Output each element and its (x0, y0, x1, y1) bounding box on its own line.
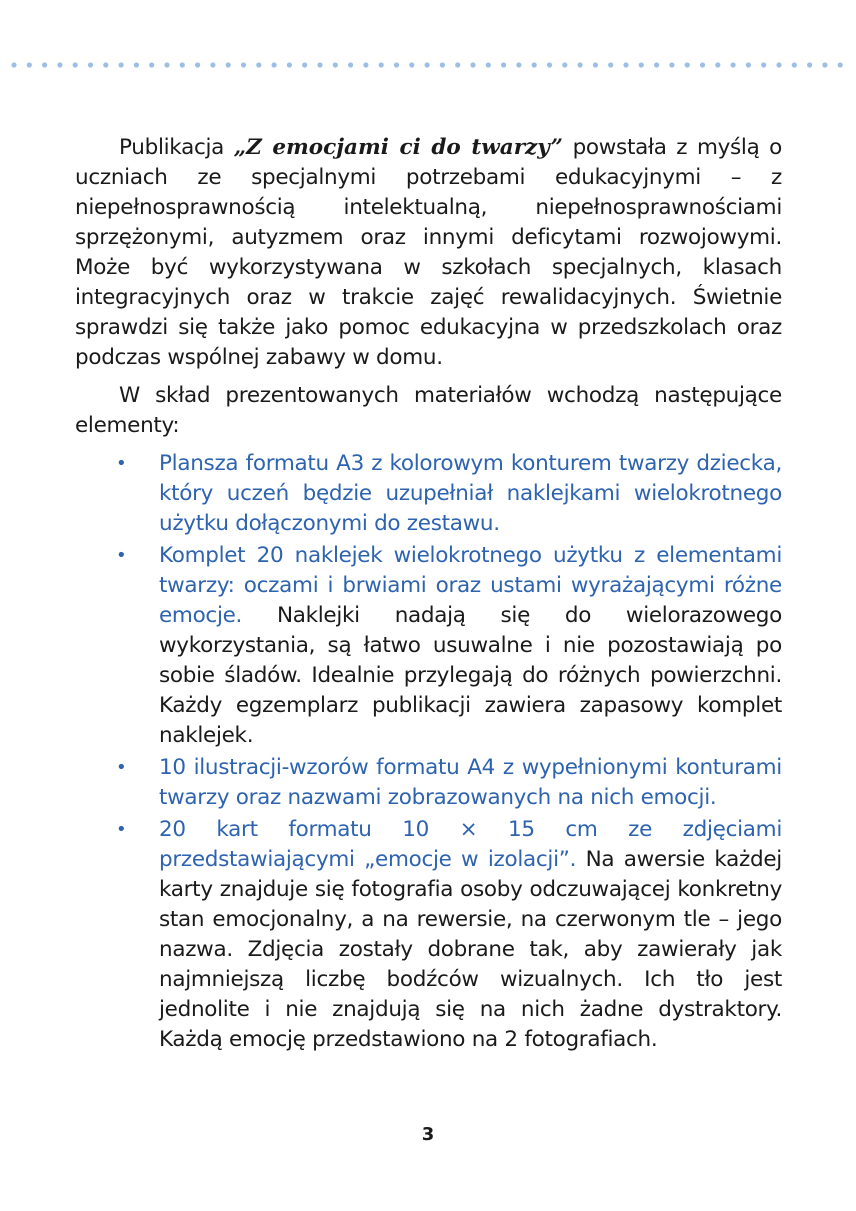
border-dot (746, 62, 751, 67)
border-dot (256, 62, 261, 67)
list-item-highlight: 10 ilustracji-wzorów formatu A4 z wypełnionymi konturami twarzy oraz nazwami zobrazowanych na nich emocji. (159, 755, 782, 810)
border-dot (210, 62, 215, 67)
bullet-icon: • (116, 453, 127, 474)
border-dot (761, 62, 766, 67)
border-dot (593, 62, 598, 67)
border-dot (731, 62, 736, 67)
border-dot (440, 62, 445, 67)
border-dot (164, 62, 169, 67)
publication-title: „Z emocjami ci do twarzy” (233, 135, 563, 160)
border-dot (379, 62, 384, 67)
border-dot (654, 62, 659, 67)
bullet-icon: • (116, 545, 127, 566)
bullet-icon: • (116, 819, 127, 840)
border-dot (608, 62, 613, 67)
border-dot (42, 62, 47, 67)
list-item-highlight: 20 kart formatu 10 × 15 cm ze zdjęciami przedstawiającymi „emocje w izolacji”. (159, 817, 782, 872)
border-dot (425, 62, 430, 67)
bullet-icon: • (116, 757, 127, 778)
page-body (75, 133, 782, 1057)
border-dot (838, 62, 843, 67)
border-dot (470, 62, 475, 67)
border-dot (103, 62, 108, 67)
border-dot (455, 62, 460, 67)
border-dot (776, 62, 781, 67)
border-dot (88, 62, 93, 67)
border-dot (547, 62, 552, 67)
border-dot (516, 62, 521, 67)
materials-list (75, 449, 782, 1055)
border-dot (578, 62, 583, 67)
border-dot (348, 62, 353, 67)
border-dot (486, 62, 491, 67)
border-dot (27, 62, 32, 67)
border-dot (639, 62, 644, 67)
intro-prefix: Publikacja (119, 135, 234, 160)
border-dot (226, 62, 231, 67)
intro-text: powstała z myślą o uczniach ze specjalnymi potrzebami edukacyjnymi – z niepełnosprawnością intelektualną, niepełnosprawnościami sprzężonymi, autyzmem oraz innymi deficytami rozwojowymi. Może być wykorzystywana w szkołach specjalnych, klasach integracyjnych oraz w trakcie zajęć rewalidacyjnych. Świetnie sprawdzi się także jako pomoc edukacyjna w przedszkolach oraz podczas wspólnej zabawy w domu. (75, 135, 782, 370)
list-item (75, 541, 782, 751)
intro-paragraph (75, 133, 782, 373)
list-item-highlight: Plansza formatu A3 z kolorowym konturem twarzy dziecka, który uczeń będzie uzupełniał naklejkami wielokrotnego użytku dołączonymi do zestawu. (159, 451, 782, 536)
border-dot (409, 62, 414, 67)
list-item-text: Naklejki nadają się do wielorazowego wykorzystania, są łatwo usuwalne i nie pozostawiają po sobie śladów. Idealnie przylegają do różnych powierzchni. Każdy egzemplarz publikacji zawiera zapasowy komplet naklejek. (159, 603, 782, 748)
list-item (75, 449, 782, 539)
border-dot (501, 62, 506, 67)
border-dot (57, 62, 62, 67)
list-item (75, 815, 782, 1055)
border-dot (822, 62, 827, 67)
dotted-header-border (0, 60, 856, 70)
border-dot (302, 62, 307, 67)
border-dot (792, 62, 797, 67)
border-dot (119, 62, 124, 67)
page-number: 3 (421, 1124, 435, 1145)
border-dot (180, 62, 185, 67)
border-dot (134, 62, 139, 67)
border-dot (532, 62, 537, 67)
border-dot (562, 62, 567, 67)
border-dot (11, 62, 16, 67)
border-dot (195, 62, 200, 67)
border-dot (685, 62, 690, 67)
list-item-text: Na awersie każdej karty znajduje się fotografia osoby odczuwającej konkretny stan emocjonalny, a na rewersie, na czerwonym tle – jego nazwa. Zdjęcia zostały dobrane tak, aby zawierały jak najmniejszą liczbę bodźców wizualnych. Ich tło jest jednolite i nie znajdują się na nich żadne dystraktory. Każdą emocję przedstawiono na 2 fotografiach. (159, 847, 782, 1052)
border-dot (700, 62, 705, 67)
border-dot (73, 62, 78, 67)
border-dot (363, 62, 368, 67)
list-item-highlight: Komplet 20 naklejek wielokrotnego użytku z elementami twarzy: oczami i brwiami oraz ustami wyrażającymi różne emocje. (159, 543, 782, 628)
border-dot (149, 62, 154, 67)
border-dot (287, 62, 292, 67)
border-dot (333, 62, 338, 67)
list-item (75, 753, 782, 813)
border-dot (807, 62, 812, 67)
border-dot (241, 62, 246, 67)
border-dot (669, 62, 674, 67)
border-dot (272, 62, 277, 67)
border-dot (715, 62, 720, 67)
border-dot (317, 62, 322, 67)
border-dot (623, 62, 628, 67)
border-dot (394, 62, 399, 67)
materials-intro-paragraph: W skład prezentowanych materiałów wchodzą następujące elementy: (75, 383, 782, 438)
